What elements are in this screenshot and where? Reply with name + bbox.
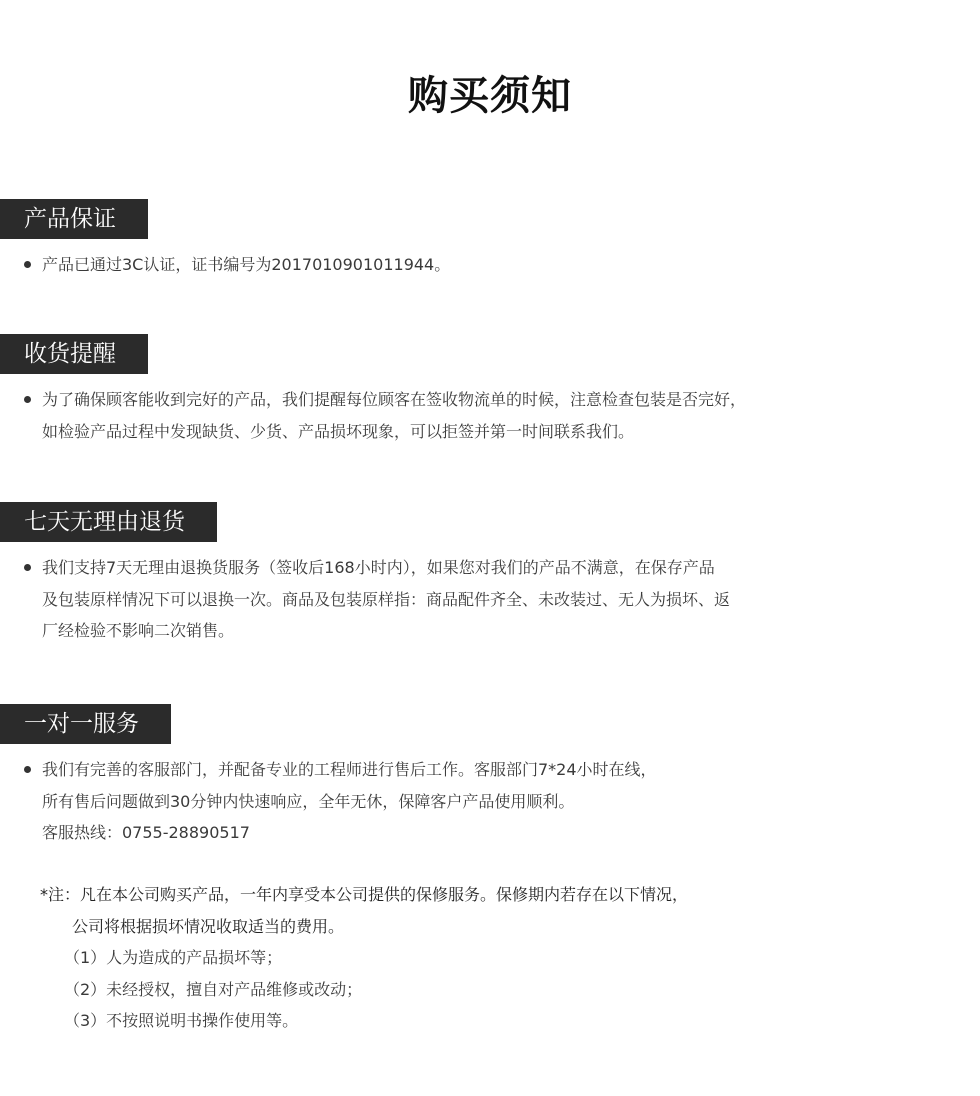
section-product-guarantee: [0, 199, 980, 281]
text-line: 为了确保顾客能收到完好的产品，我们提醒每位顾客在签收物流单的时候，注意检查包装是否完好，: [42, 390, 747, 409]
section-body: [0, 249, 980, 281]
section-body: [0, 384, 980, 447]
note-item: （3）不按照说明书操作使用等。: [64, 1011, 299, 1030]
section-delivery-reminder: [0, 334, 980, 447]
hotline-text: 客服热线：0755-28890517: [42, 823, 250, 842]
section-body: [0, 754, 980, 849]
bullet-icon: [24, 261, 31, 268]
section-one-on-one-service: [0, 704, 980, 849]
text-line: 厂经检验不影响二次销售。: [42, 621, 235, 640]
text-line: 我们有完善的客服部门，并配备专业的工程师进行售后工作。客服部门7*24小时在线，: [42, 760, 657, 779]
note-line: 公司将根据损坏情况收取适当的费用。: [72, 916, 345, 936]
page-title: 购买须知: [408, 73, 572, 119]
text-line: 我们支持7天无理由退换货服务（签收后168小时内），如果您对我们的产品不满意，在保存产品: [42, 558, 715, 577]
section-heading: 产品保证: [0, 199, 148, 239]
note-line: *注：凡在本公司购买产品，一年内享受本公司提供的保修服务。保修期内若存在以下情况，: [40, 885, 689, 904]
bullet-icon: [24, 396, 31, 403]
note-item: （1）人为造成的产品损坏等；: [64, 948, 283, 967]
text-line: 产品已通过3C认证，证书编号为2017010901011944。: [42, 255, 451, 274]
bullet-icon: [24, 564, 31, 571]
section-heading: 七天无理由退货: [0, 502, 217, 542]
text-line: 及包装原样情况下可以退换一次。商品及包装原样指：商品配件齐全、未改装过、无人为损坏、返: [42, 589, 731, 609]
section-heading: 一对一服务: [0, 704, 171, 744]
text-line: 所有售后问题做到30分钟内快速响应，全年无休，保障客户产品使用顺利。: [42, 791, 575, 811]
bullet-icon: [24, 766, 31, 773]
section-seven-day-return: [0, 502, 980, 647]
text-line: 如检验产品过程中发现缺货、少货、产品损坏现象，可以拒签并第一时间联系我们。: [42, 421, 635, 441]
warranty-note: [40, 879, 688, 1037]
section-body: [0, 552, 980, 647]
section-heading: 收货提醒: [0, 334, 148, 374]
note-item: （2）未经授权，擅自对产品维修或改动；: [64, 979, 363, 999]
